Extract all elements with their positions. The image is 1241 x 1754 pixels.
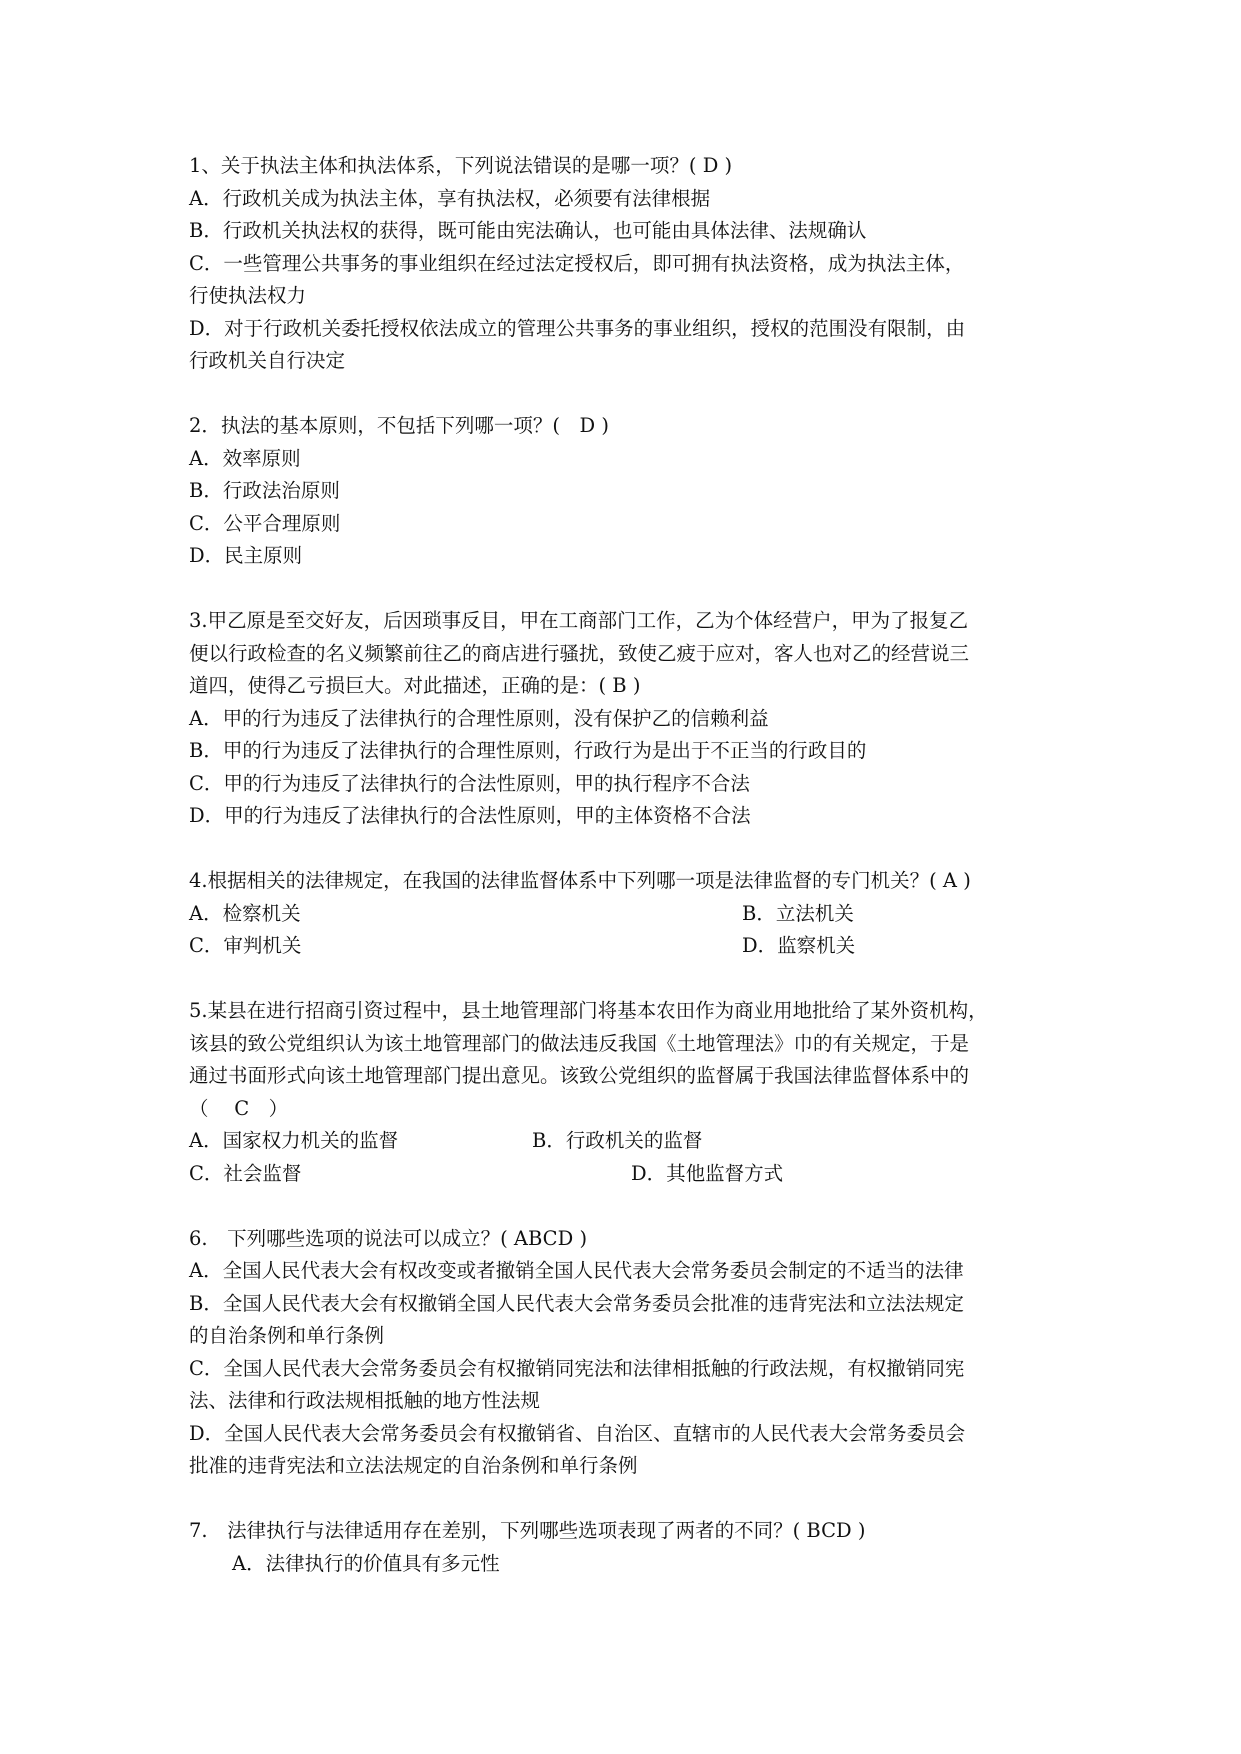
option-b: B．立法机关 — [742, 901, 854, 925]
question-1 — [189, 150, 1069, 378]
option-row — [189, 930, 1069, 963]
option-c: C．社会监督 — [189, 1161, 302, 1185]
option-c: C．审判机关 — [189, 934, 302, 957]
option-d-continued: 行政机关自行决定 — [189, 349, 346, 372]
option-a: A．检察机关 — [189, 901, 301, 925]
question-3 — [189, 605, 1069, 833]
spacer — [189, 378, 1069, 411]
question-stem-continued: 便以行政检查的名义频繁前往乙的商店进行骚扰，致使乙疲于应对，客人也对乙的经营说三 — [189, 641, 970, 665]
option-a: A．法律执行的价值具有多元性 — [232, 1551, 500, 1575]
option-b: B．全国人民代表大会有权撤销全国人民代表大会常务委员会批准的违背宪法和立法法规定 — [189, 1291, 964, 1315]
question-stem: 6. 下列哪些选项的说法可以成立？( ABCD ) — [189, 1226, 588, 1250]
spacer — [189, 1190, 1069, 1223]
option-row — [189, 1158, 1069, 1191]
option-a: A．甲的行为违反了法律执行的合理性原则，没有保护乙的信赖利益 — [189, 706, 769, 730]
option-c-continued: 行使执法权力 — [189, 284, 307, 307]
question-2 — [189, 410, 1069, 573]
question-stem: 4.根据相关的法律规定，在我国的法律监督体系中下列哪一项是法律监督的专门机关？( A ) — [189, 869, 971, 892]
option-b: B．行政机关执法权的获得，既可能由宪法确认，也可能由具体法律、法规确认 — [189, 219, 867, 242]
option-d: D．甲的行为违反了法律执行的合法性原则，甲的主体资格不合法 — [189, 804, 751, 827]
question-list — [189, 150, 1069, 1580]
option-row — [189, 1125, 1069, 1158]
question-stem: 1、关于执法主体和执法体系，下列说法错误的是哪一项？( D ) — [189, 154, 733, 177]
option-b-continued: 的自治条例和单行条例 — [189, 1324, 385, 1347]
option-d: D．民主原则 — [189, 544, 303, 567]
question-6 — [189, 1223, 1069, 1483]
option-d: D．对于行政机关委托授权依法成立的管理公共事务的事业组织，授权的范围没有限制，由 — [189, 316, 966, 340]
question-4 — [189, 865, 1069, 963]
question-stem-continued: 道四，使得乙亏损巨大。对此描述，正确的是：( B ) — [189, 674, 641, 697]
question-stem: 7. 法律执行与法律适用存在差别，下列哪些选项表现了两者的不同？( BCD ) — [189, 1519, 866, 1542]
spacer — [189, 573, 1069, 606]
option-c: C．一些管理公共事务的事业组织在经过法定授权后，即可拥有执法资格，成为执法主体， — [189, 251, 965, 275]
spacer — [189, 833, 1069, 866]
option-b: B．行政法治原则 — [189, 479, 340, 502]
option-row — [189, 898, 1069, 931]
question-7 — [189, 1515, 1069, 1580]
option-a: A．效率原则 — [189, 446, 301, 470]
option-c: C．甲的行为违反了法律执行的合法性原则，甲的执行程序不合法 — [189, 771, 750, 795]
option-d: D．全国人民代表大会常务委员会有权撤销省、自治区、直辖市的人民代表大会常务委员会 — [189, 1421, 966, 1445]
question-stem: 3.甲乙原是至交好友，后因琐事反目，甲在工商部门工作，乙为个体经营户，甲为了报复乙 — [189, 609, 969, 632]
question-stem: 5.某县在进行招商引资过程中，县土地管理部门将基本农田作为商业用地批给了某外资机构， — [189, 999, 988, 1022]
question-stem-continued: 通过书面形式向该土地管理部门提出意见。该致公党组织的监督属于我国法律监督体系中的 — [189, 1064, 970, 1087]
option-d-continued: 批准的违背宪法和立法法规定的自治条例和单行条例 — [189, 1454, 638, 1477]
option-d: D．监察机关 — [742, 934, 856, 957]
option-a: A．行政机关成为执法主体，享有执法权，必须要有法律根据 — [189, 186, 711, 210]
option-b: B．甲的行为违反了法律执行的合理性原则，行政行为是出于不正当的行政目的 — [189, 739, 867, 762]
spacer — [189, 1483, 1069, 1516]
option-c-continued: 法、法律和行政法规相抵触的地方性法规 — [189, 1389, 541, 1412]
question-stem: 2．执法的基本原则，不包括下列哪一项？( D ) — [189, 414, 609, 437]
question-5 — [189, 995, 1069, 1190]
question-stem-continued: 该县的致公党组织认为该土地管理部门的做法违反我国《土地管理法》巾的有关规定，于是 — [189, 1031, 970, 1055]
spacer — [189, 963, 1069, 996]
answer-bracket: （ C ） — [189, 1096, 289, 1120]
option-a: A．全国人民代表大会有权改变或者撤销全国人民代表大会常务委员会制定的不适当的法律 — [189, 1259, 964, 1282]
option-a: A．国家权力机关的监督 — [189, 1129, 399, 1152]
option-c: C．全国人民代表大会常务委员会有权撤销同宪法和法律相抵触的行政法规，有权撤销同宪 — [189, 1356, 965, 1380]
option-d: D．其他监督方式 — [631, 1161, 784, 1185]
option-c: C．公平合理原则 — [189, 511, 341, 535]
option-b: B．行政机关的监督 — [532, 1129, 703, 1152]
